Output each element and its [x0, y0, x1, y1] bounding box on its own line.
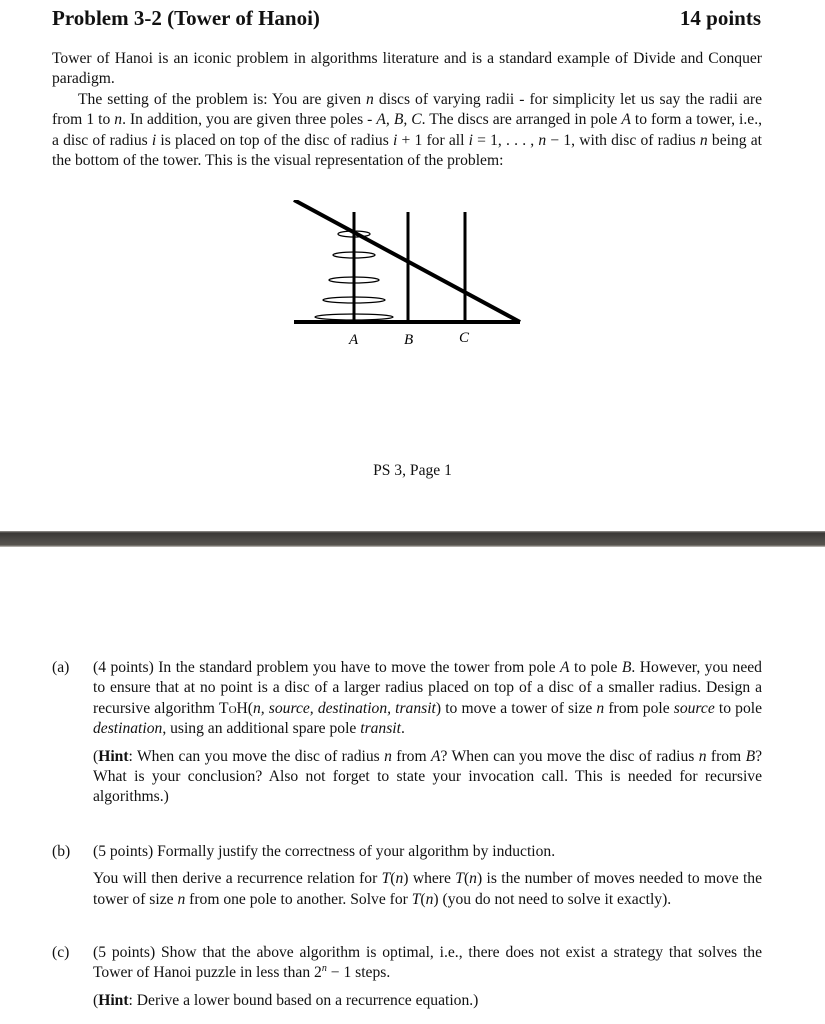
intro-paragraph-2: The setting of the problem is: You are given n discs of varying radii - for simplicity let us say the radii are from 1 to n. In addition, you are given three poles - A, B, C. The discs are arranged in pole A to form a tower, i.e., a disc of radius i is placed on top of the disc of radius i + 1 for all i = 1, . . . , n − 1, with disc of radius n being at the bottom of the tower. This is the visual representation of the problem:	[52, 90, 763, 170]
problem-title: Problem 3-2 (Tower of Hanoi)	[52, 6, 320, 30]
tower-of-hanoi-figure	[280, 200, 540, 360]
part-c-text: (5 points) Show that the above algorithm is optimal, i.e., there does not exist a strategy that solves the Tower of Hanoi puzzle in less than $2^n - 1$ steps.	[93, 944, 762, 982]
part-a-label: (a)	[52, 659, 70, 676]
page-footer: PS 3, Page 1	[373, 462, 452, 479]
part-c-label: (c)	[52, 944, 70, 961]
part-b	[52, 842, 762, 917]
pole-label-c: C	[459, 330, 470, 346]
part-a	[52, 658, 762, 815]
part-b-text: (5 points) Formally justify the correctness of your algorithm by induction.	[93, 843, 556, 860]
intro-paragraph-1: Tower of Hanoi is an iconic problem in algorithms literature and is a standard example of Divide and Conquer paradigm.	[52, 50, 762, 88]
problem-points: 14 points	[679, 6, 761, 30]
pole-label-a: A	[349, 332, 359, 348]
part-c	[52, 943, 762, 1018]
pole-label-b: B	[404, 332, 414, 348]
intro-text	[52, 49, 762, 171]
part-b-text-2: You will then derive a recurrence relation for T(n) where T(n) is the number of moves needed to move the tower of size n from one pole to another. Solve for T(n) (you do not need to solve it exactly).	[93, 870, 763, 908]
part-a-hint: (Hint: When can you move the disc of radius n from A? When can you move the disc of radius n from B? What is your conclusion? Also not forget to state your invocation call. This is needed for recursive algorithms.)	[93, 747, 763, 806]
part-a-text: (4 points) In the standard problem you have to move the tower from pole A to pole B. However, you need to ensure that at no point is a disc of a larger radius placed on top of a disc of a smaller radius. Design a recursive algorithm ToH(n, source, destination, transit) to move a tower of size n from pole source to pole destination, using an additional spare pole transit.	[93, 659, 762, 738]
part-b-label: (b)	[52, 843, 71, 860]
page-separator	[0, 531, 825, 547]
part-c-hint: (Hint: Derive a lower bound based on a recurrence equation.)	[93, 991, 479, 1009]
